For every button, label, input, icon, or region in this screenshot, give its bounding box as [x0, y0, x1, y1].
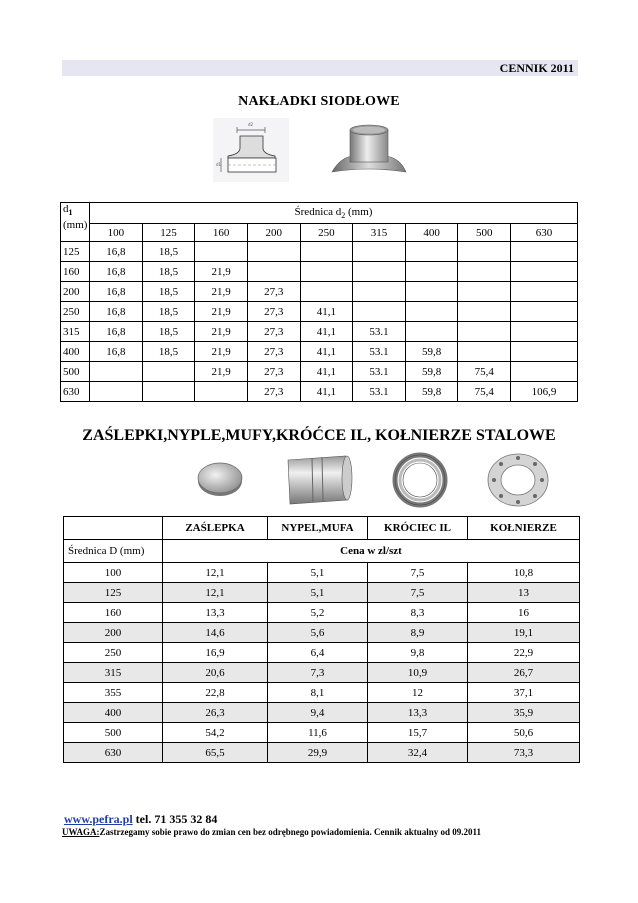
price-cell: 22,9 [468, 643, 580, 663]
price-cell: 5,1 [268, 563, 368, 583]
price-cell: 59,8 [405, 342, 458, 362]
price-cell: 41,1 [300, 302, 353, 322]
price-cell: 75,4 [458, 382, 511, 402]
diameter-label-cell: Średnica D (mm) [64, 540, 163, 563]
d1-header-cell [61, 203, 90, 242]
price-cell [511, 322, 578, 342]
table-row [61, 322, 578, 342]
price-cell: 59,8 [405, 362, 458, 382]
flange-image [486, 452, 550, 508]
table-row [61, 242, 578, 262]
column-header: 200 [247, 224, 300, 242]
footer-contact [64, 812, 217, 827]
note-text: Zastrzegamy sobie prawo do zmian cen bez odrębnego powiadomienia. Cennik aktualny od 09.2011 [99, 827, 482, 837]
price-cell: 9,8 [368, 643, 468, 663]
fittings-price-table [63, 516, 580, 763]
price-cell [247, 262, 300, 282]
price-cell: 41,1 [300, 362, 353, 382]
footer-note [62, 827, 481, 837]
price-cell [353, 262, 406, 282]
d1-label: d [63, 203, 69, 215]
header-bar [62, 60, 578, 76]
price-cell: 18,5 [142, 302, 195, 322]
column-header: KRÓCIEC IL [368, 517, 468, 540]
price-cell: 106,9 [511, 382, 578, 402]
section-title-saddle: NAKŁADKI SIODŁOWE [238, 94, 400, 109]
price-cell: 16,9 [163, 643, 268, 663]
price-cell [195, 242, 248, 262]
price-cell: 20,6 [163, 663, 268, 683]
price-cell: 5,1 [268, 583, 368, 603]
row-diameter-cell: 160 [64, 603, 163, 623]
table-row [64, 703, 580, 723]
price-cell [405, 282, 458, 302]
column-header: 315 [353, 224, 406, 242]
column-header: 500 [458, 224, 511, 242]
table-row [64, 623, 580, 643]
price-cell: 21,9 [195, 322, 248, 342]
note-label: UWAGA: [62, 827, 100, 837]
price-cell [405, 262, 458, 282]
website-link[interactable]: www.pefra.pl [64, 812, 133, 826]
unit-label: (mm) [63, 219, 88, 232]
row-diameter-cell: 400 [61, 342, 90, 362]
table-row [64, 663, 580, 683]
column-header: 125 [142, 224, 195, 242]
row-diameter-cell: 250 [64, 643, 163, 663]
price-cell [142, 362, 195, 382]
price-cell [405, 302, 458, 322]
price-cell [300, 262, 353, 282]
price-cell: 8,1 [268, 683, 368, 703]
price-cell: 16,8 [90, 242, 143, 262]
row-diameter-cell: 500 [61, 362, 90, 382]
price-cell: 16,8 [90, 282, 143, 302]
row-diameter-cell: 125 [64, 583, 163, 603]
column-header: 250 [300, 224, 353, 242]
table-row [64, 563, 580, 583]
price-cell: 10,8 [468, 563, 580, 583]
price-cell: 16,8 [90, 342, 143, 362]
price-cell: 41,1 [300, 322, 353, 342]
empty-header-cell [64, 517, 163, 540]
stub-collar-image [392, 452, 448, 508]
price-cell: 15,7 [368, 723, 468, 743]
row-diameter-cell: 250 [61, 302, 90, 322]
drawing-label-d2: d2 [248, 122, 254, 127]
column-header: ZAŚLEPKA [163, 517, 268, 540]
price-cell: 7,3 [268, 663, 368, 683]
price-cell: 27,3 [247, 362, 300, 382]
price-cell: 54,2 [163, 723, 268, 743]
column-header-row [61, 224, 578, 242]
price-cell: 18,5 [142, 242, 195, 262]
price-cell [511, 342, 578, 362]
price-cell: 5,6 [268, 623, 368, 643]
diameter-group-label: Średnica d [294, 205, 342, 218]
price-cell [247, 242, 300, 262]
table-row [64, 723, 580, 743]
row-diameter-cell: 315 [61, 322, 90, 342]
price-cell: 9,4 [268, 703, 368, 723]
price-cell: 26,3 [163, 703, 268, 723]
price-cell: 65,5 [163, 743, 268, 763]
row-diameter-cell: 630 [64, 743, 163, 763]
table-row [64, 683, 580, 703]
price-cell: 27,3 [247, 382, 300, 402]
row-diameter-cell: 315 [64, 663, 163, 683]
end-cap-image [196, 459, 244, 499]
price-cell: 35,9 [468, 703, 580, 723]
price-cell: 16,8 [90, 322, 143, 342]
column-header: KOŁNIERZE [468, 517, 580, 540]
price-cell [511, 262, 578, 282]
price-cell: 37,1 [468, 683, 580, 703]
price-cell: 12,1 [163, 583, 268, 603]
price-cell: 32,4 [368, 743, 468, 763]
price-cell: 11,6 [268, 723, 368, 743]
saddle-photo-image [330, 122, 408, 180]
column-header: NYPEL,MUFA [268, 517, 368, 540]
row-diameter-cell: 355 [64, 683, 163, 703]
column-header: 100 [90, 224, 143, 242]
section-title-fittings: ZAŚLEPKI,NYPLE,MUFY,KRÓĆCE IL, KOŁNIERZE STALOWE [82, 427, 556, 444]
price-cell [90, 382, 143, 402]
price-cell: 16,8 [90, 302, 143, 322]
price-cell: 27,3 [247, 282, 300, 302]
row-diameter-cell: 200 [64, 623, 163, 643]
price-cell: 18,5 [142, 262, 195, 282]
price-cell: 21,9 [195, 282, 248, 302]
price-cell: 27,3 [247, 342, 300, 362]
saddle-price-table [60, 202, 578, 402]
row-diameter-cell: 160 [61, 262, 90, 282]
diameter-group-header [90, 203, 578, 224]
price-cell: 12 [368, 683, 468, 703]
price-cell: 73,3 [468, 743, 580, 763]
price-cell: 53.1 [353, 382, 406, 402]
fittings-subheader-row [64, 540, 580, 563]
price-cell [511, 362, 578, 382]
price-cell [458, 322, 511, 342]
table-row [61, 362, 578, 382]
price-cell [511, 302, 578, 322]
price-cell: 7,5 [368, 583, 468, 603]
price-cell [405, 242, 458, 262]
price-cell: 8,9 [368, 623, 468, 643]
diameter-group-subscript: 2 [341, 211, 346, 221]
row-diameter-cell: 500 [64, 723, 163, 743]
price-cell: 5,2 [268, 603, 368, 623]
price-cell: 29,9 [268, 743, 368, 763]
price-cell: 13,3 [163, 603, 268, 623]
price-cell: 50,6 [468, 723, 580, 743]
price-cell [300, 242, 353, 262]
price-cell: 13 [468, 583, 580, 603]
price-cell: 21,9 [195, 342, 248, 362]
row-diameter-cell: 200 [61, 282, 90, 302]
row-diameter-cell: 125 [61, 242, 90, 262]
price-list-label: CENNIK 2011 [499, 61, 574, 75]
table-row [61, 342, 578, 362]
price-cell: 75,4 [458, 362, 511, 382]
row-diameter-cell: 630 [61, 382, 90, 402]
price-cell: 10,9 [368, 663, 468, 683]
price-cell: 14,6 [163, 623, 268, 643]
price-cell [195, 382, 248, 402]
d1-subscript: 1 [68, 208, 73, 218]
price-cell: 41,1 [300, 382, 353, 402]
nipple-sleeve-image [282, 452, 354, 506]
price-cell [353, 302, 406, 322]
price-cell: 18,5 [142, 322, 195, 342]
table-row [61, 262, 578, 282]
price-cell: 8,3 [368, 603, 468, 623]
table-row [64, 603, 580, 623]
table-row [61, 382, 578, 402]
table-row [64, 583, 580, 603]
price-cell: 18,5 [142, 342, 195, 362]
price-cell [90, 362, 143, 382]
price-cell: 27,3 [247, 322, 300, 342]
table-row [64, 643, 580, 663]
row-diameter-cell: 400 [64, 703, 163, 723]
price-cell: 19,1 [468, 623, 580, 643]
price-cell: 22,8 [163, 683, 268, 703]
drawing-label-d1: d1 [216, 162, 222, 167]
price-cell [511, 242, 578, 262]
price-cell: 27,3 [247, 302, 300, 322]
price-cell: 6,4 [268, 643, 368, 663]
fittings-header-row [64, 517, 580, 540]
price-cell: 53.1 [353, 362, 406, 382]
price-cell: 41,1 [300, 342, 353, 362]
price-cell: 7,5 [368, 563, 468, 583]
price-cell [458, 302, 511, 322]
price-cell [458, 342, 511, 362]
price-cell: 16,8 [90, 262, 143, 282]
price-label-cell: Cena w zl/szt [163, 540, 580, 563]
price-cell: 53.1 [353, 342, 406, 362]
price-cell [458, 242, 511, 262]
price-cell [142, 382, 195, 402]
column-header: 400 [405, 224, 458, 242]
price-cell: 26,7 [468, 663, 580, 683]
phone-number: tel. 71 355 32 84 [132, 812, 218, 826]
price-cell [458, 262, 511, 282]
column-header: 630 [511, 224, 578, 242]
table-row [61, 282, 578, 302]
price-cell [300, 282, 353, 302]
price-cell: 13,3 [368, 703, 468, 723]
column-header: 160 [195, 224, 248, 242]
price-cell: 53.1 [353, 322, 406, 342]
price-cell: 21,9 [195, 302, 248, 322]
price-cell [458, 282, 511, 302]
price-cell: 18,5 [142, 282, 195, 302]
price-cell: 21,9 [195, 362, 248, 382]
price-cell [511, 282, 578, 302]
saddle-drawing-image [213, 118, 289, 182]
table-row [61, 302, 578, 322]
price-cell: 21,9 [195, 262, 248, 282]
table-row [64, 743, 580, 763]
diameter-group-unit: (mm) [345, 205, 373, 218]
price-cell [353, 282, 406, 302]
price-cell: 16 [468, 603, 580, 623]
price-cell [405, 322, 458, 342]
price-cell: 12,1 [163, 563, 268, 583]
price-cell [353, 242, 406, 262]
row-diameter-cell: 100 [64, 563, 163, 583]
price-cell: 59,8 [405, 382, 458, 402]
